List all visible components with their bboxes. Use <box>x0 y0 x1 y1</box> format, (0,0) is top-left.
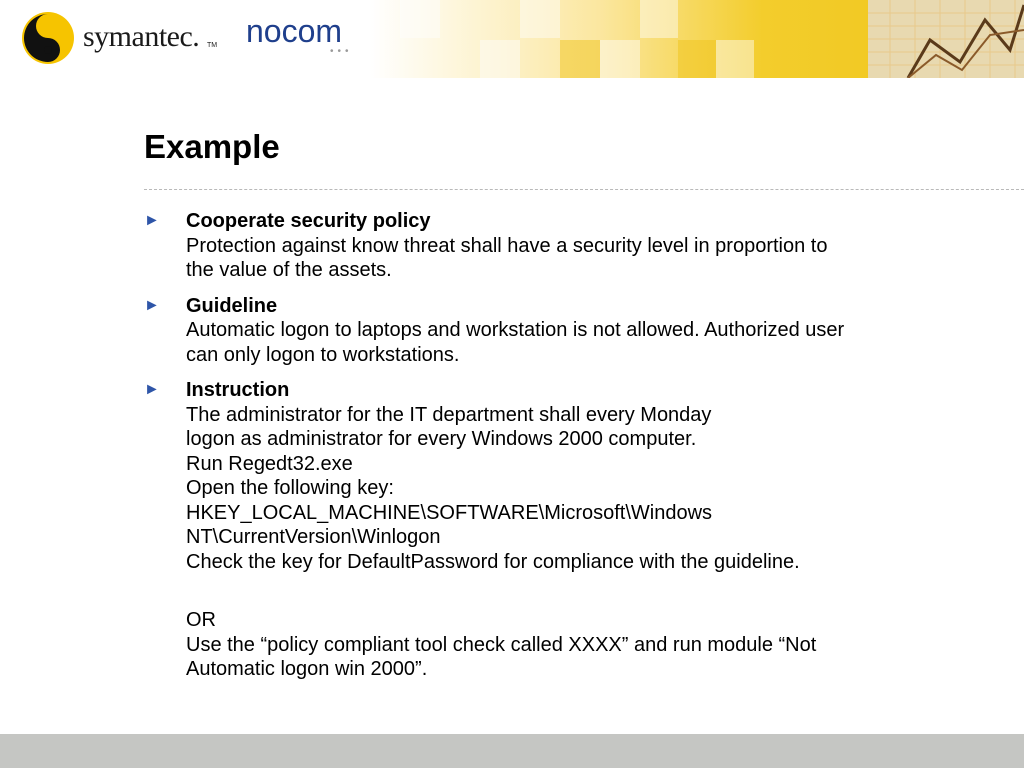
bullet-text-line: Use the “policy compliant tool check called XXXX” and run module “Not <box>186 633 817 656</box>
bullet-text-line: Check the key for DefaultPassword for compliance with the guideline. <box>186 550 800 573</box>
slide-title: Example <box>144 128 280 165</box>
triangle-right-icon: ► <box>144 212 160 229</box>
bullet-text-line: OR <box>186 609 216 631</box>
bullet-title: Cooperate security policy <box>186 210 431 232</box>
triangle-right-icon: ► <box>144 296 160 314</box>
header-decorative-band <box>370 0 1024 78</box>
bullet-text-line: can only logon to workstations. <box>186 343 460 366</box>
bullet-text-line: Run Regedt32.exe <box>186 452 353 475</box>
bullet-list <box>144 209 944 693</box>
bullet-text-line: the value of the assets. <box>186 259 392 281</box>
bullet-text-line: Protection against know threat shall have a security level in proportion to <box>186 234 828 257</box>
nocom-logo-text: nocom <box>246 13 343 49</box>
triangle-right-icon: ► <box>144 381 160 398</box>
bullet-text-line: NT\CurrentVersion\Winlogon <box>186 526 441 548</box>
bullet-text-line: Automatic logon to laptops and workstation is not allowed. Authorized user <box>186 319 845 341</box>
nocom-logo-dots: ••• <box>330 46 353 57</box>
bullet-text-line: HKEY_LOCAL_MACHINE\SOFTWARE\Microsoft\Windows <box>186 501 713 524</box>
symantec-logo-text: symantec. <box>83 20 200 53</box>
slide-header <box>0 0 1024 78</box>
paragraph-spacer <box>186 574 944 608</box>
bullet-item-instruction <box>144 378 944 682</box>
bullet-item-policy <box>144 209 944 283</box>
symantec-globe-logo-icon <box>20 10 78 66</box>
bullet-text-line: Open the following key: <box>186 477 394 499</box>
bullet-text-line: Automatic logon win 2000”. <box>186 658 428 680</box>
bullet-item-guideline <box>144 294 944 368</box>
bullet-title: Instruction <box>186 379 290 401</box>
trademark-mark: TM <box>207 42 218 49</box>
bullet-title: Guideline <box>186 294 278 317</box>
bullet-text-line: The administrator for the IT department shall every Monday <box>186 403 712 426</box>
footer-bar <box>0 734 1024 768</box>
title-divider <box>144 189 1024 190</box>
bullet-text-line: logon as administrator for every Windows 2000 computer. <box>186 428 697 450</box>
